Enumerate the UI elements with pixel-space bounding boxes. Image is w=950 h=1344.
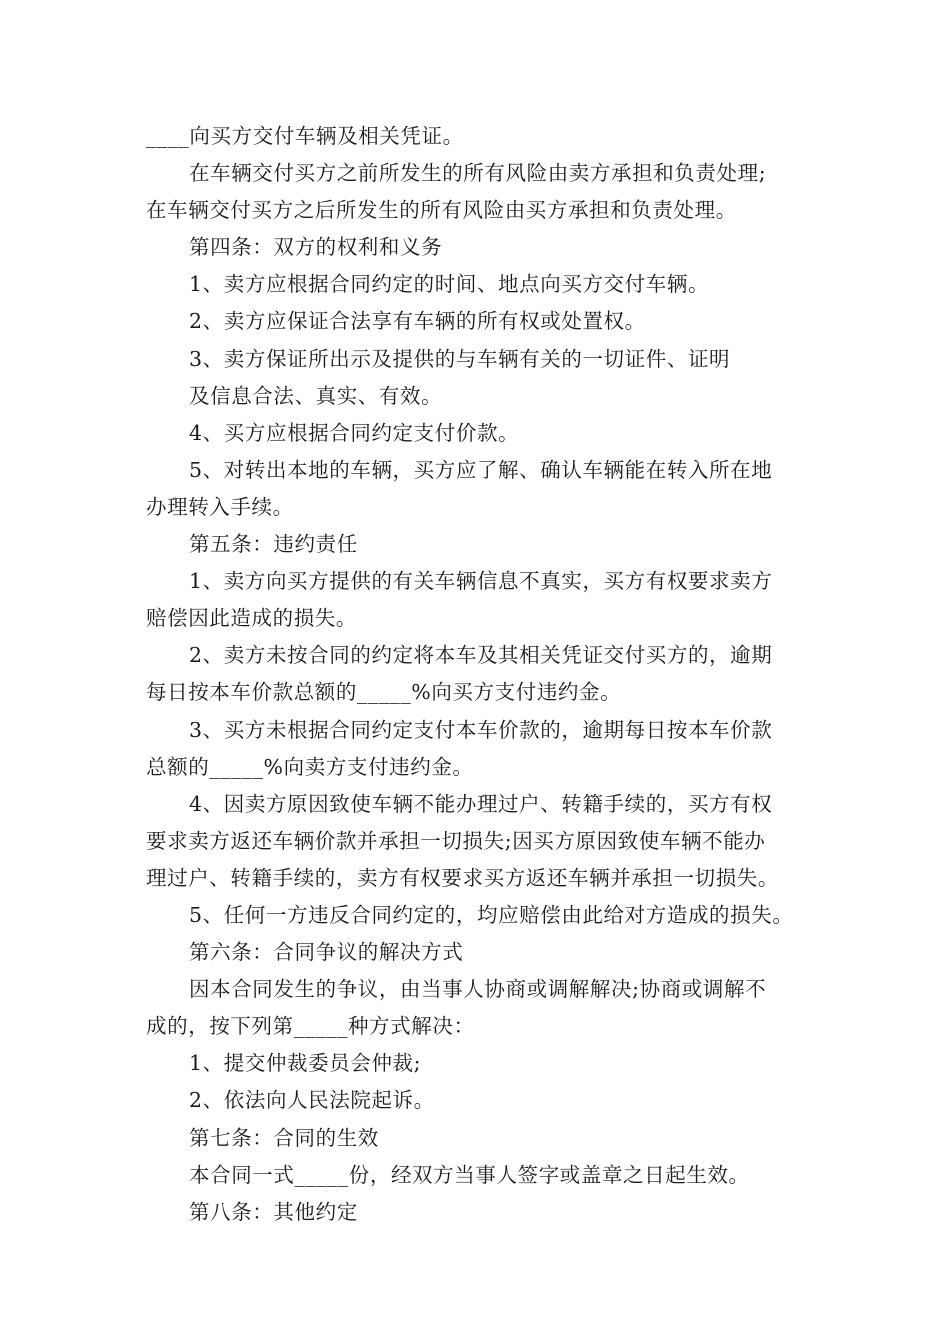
text-line: 第六条：合同争议的解决方式 — [189, 940, 464, 965]
text-line: 第四条：双方的权利和义务 — [189, 235, 443, 260]
text-line: 及信息合法、真实、有效。 — [189, 383, 443, 408]
text-line: 办理转入手续。 — [146, 494, 294, 519]
text-line: 要求卖方返还车辆价款并承担一切损失;因买方原因致使车辆不能办 — [146, 828, 766, 853]
text-line: 第七条：合同的生效 — [189, 1125, 379, 1150]
text-line: 1、提交仲裁委员会仲裁; — [189, 1051, 422, 1076]
text-line: 3、买方未根据合同约定支付本车价款的，逾期每日按本车价款 — [189, 717, 773, 742]
text-line: 4、因卖方原因致使车辆不能办理过户、转籍手续的，买方有权 — [189, 791, 773, 816]
text-line: 因本合同发生的争议，由当事人协商或调解解决;协商或调解不 — [189, 977, 767, 1002]
text-line: 在车辆交付买方之后所发生的所有风险由买方承担和负责处理。 — [146, 198, 737, 223]
text-line: 第五条：违约责任 — [189, 532, 358, 557]
text-line: 理过户、转籍手续的，卖方有权要求买方返还车辆并承担一切损失。 — [146, 865, 779, 890]
text-line: 4、买方应根据合同约定支付价款。 — [189, 420, 520, 445]
text-line: 5、对转出本地的车辆，买方应了解、确认车辆能在转入所在地 — [189, 457, 773, 482]
text-line: 成的，按下列第_____种方式解决： — [146, 1014, 475, 1039]
text-line: 1、卖方应根据合同约定的时间、地点向买方交付车辆。 — [189, 272, 710, 297]
text-line: 2、卖方应保证合法享有车辆的所有权或处置权。 — [189, 309, 646, 334]
text-line: 3、卖方保证所出示及提供的与车辆有关的一切证件、证明 — [189, 346, 731, 371]
text-line: 1、卖方向买方提供的有关车辆信息不真实，买方有权要求卖方 — [189, 569, 773, 594]
text-line: ____向买方交付车辆及相关凭证。 — [146, 124, 464, 148]
text-line: 赔偿因此造成的损失。 — [146, 606, 357, 631]
text-line: 2、依法向人民法院起诉。 — [189, 1088, 435, 1113]
text-line: 总额的_____%向卖方支付违约金。 — [146, 754, 474, 779]
text-line: 2、卖方未按合同的约定将本车及其相关凭证交付买方的，逾期 — [189, 643, 773, 668]
text-line: 每日按本车价款总额的_____%向买方支付违约金。 — [146, 680, 622, 705]
text-line: 5、任何一方违反合同约定的，均应赔偿由此给对方造成的损失。 — [189, 902, 794, 927]
text-line: 在车辆交付买方之前所发生的所有风险由卖方承担和负责处理; — [189, 161, 767, 186]
text-line: 本合同一式_____份，经双方当事人签字或盖章之日起生效。 — [189, 1162, 750, 1187]
contract-text — [146, 118, 811, 1231]
text-line: 第八条：其他约定 — [189, 1199, 358, 1224]
